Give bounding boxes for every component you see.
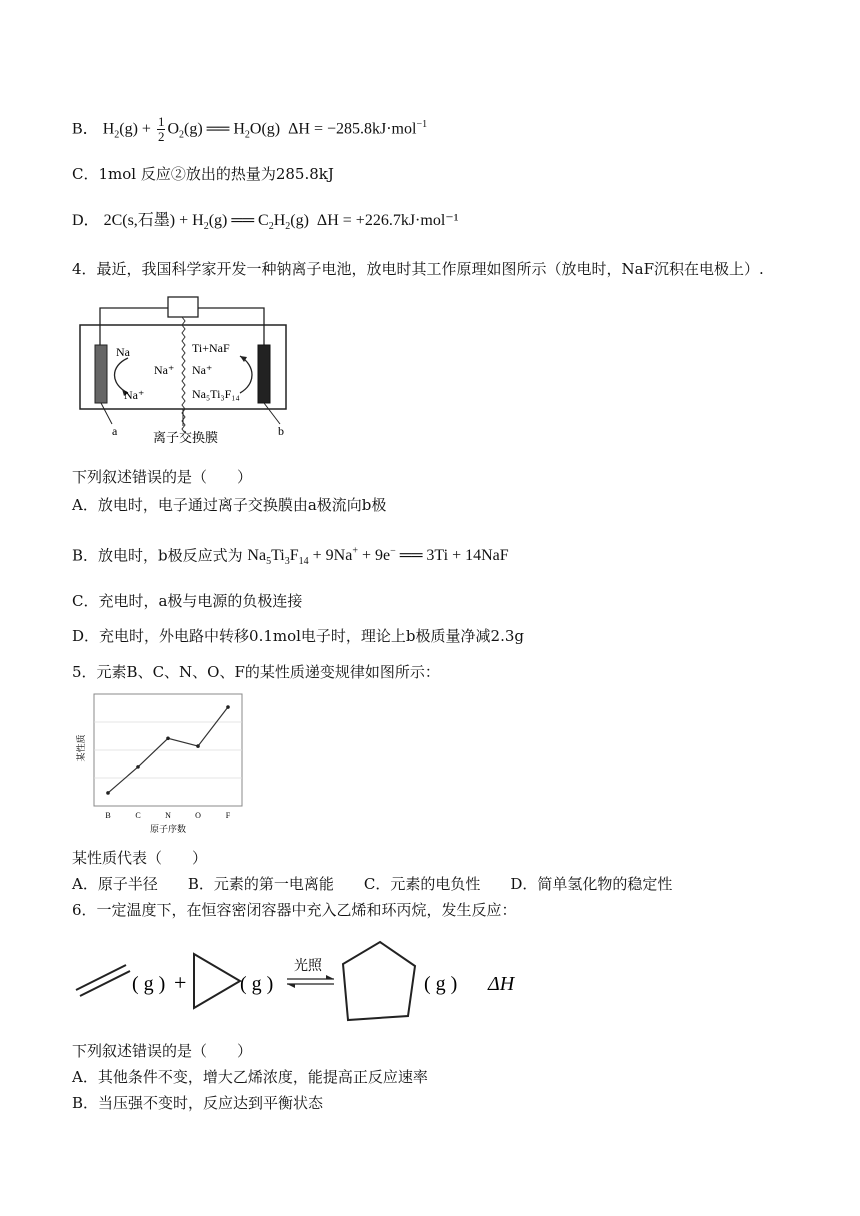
chart-grid (94, 722, 242, 778)
x-tick-F: F (225, 811, 231, 820)
reaction-equation-figure (72, 938, 542, 1028)
label-na-ion-right: Na⁺ (192, 363, 213, 377)
q4-option-a: A．放电时，电子通过离子交换膜由a极流向b极 (72, 496, 387, 514)
enthalpy-symbol: ΔH (488, 973, 515, 995)
y-axis-label: 某性质 (76, 734, 86, 762)
label-electrode-b: b (278, 424, 284, 438)
x-tick-N: N (165, 811, 171, 820)
cyclopentane-phase: ( g ) (424, 973, 458, 995)
data-point-C (136, 765, 140, 769)
data-point-B (106, 791, 110, 795)
q3-option-d-label: D． (72, 212, 100, 229)
label-ti-naf: Ti+NaF (192, 341, 230, 355)
electrode-a (95, 345, 107, 403)
q6-option-a: A．其他条件不变，增大乙烯浓度，能提高正反应速率 (72, 1068, 428, 1086)
data-point-O (196, 744, 200, 748)
q4-option-b-text: B．放电时，b极反应式为 (72, 546, 243, 565)
q6-prompt: 下列叙述错误的是（ ） (72, 1042, 253, 1060)
q3-option-b-label: B． (72, 120, 99, 138)
q4-option-b (72, 541, 509, 574)
cyclopropane-phase: ( g ) (240, 973, 274, 995)
label-na-ion-left: Na⁺ (124, 388, 145, 402)
q6-stem: 6．一定温度下，在恒容密闭容器中充入乙烯和环丙烷，发生反应： (72, 901, 517, 919)
cyclopentane-ring (343, 942, 415, 1020)
cyclopropane-ring (194, 954, 240, 1008)
wire-left (100, 308, 168, 345)
wire-right (198, 308, 264, 345)
right-curve-arrow (240, 356, 252, 393)
data-point-N (166, 736, 170, 740)
q3-option-c: C．1mol 反应②放出的热量为285.8kJ (72, 165, 334, 183)
q3-option-d-enthalpy: ΔH = +226.7kJ·mol⁻¹ (316, 212, 459, 229)
property-trend-chart (72, 688, 252, 838)
ethylene-phase: ( g ) (132, 973, 166, 995)
q4-option-b-equation: $Na_5Ti_3F_{14} + 9Na^+ + 9e^-$ ══ 3Ti + 14NaF (247, 546, 509, 568)
external-load (168, 297, 198, 317)
q4-option-c: C．充电时，a极与电源的负极连接 (72, 592, 303, 610)
q6-option-b: B．当压强不变时，反应达到平衡状态 (72, 1094, 324, 1112)
q5-prompt: 某性质代表（ ） (72, 849, 208, 867)
data-point-F (226, 705, 230, 709)
light-condition-label: 光照 (294, 959, 322, 974)
x-axis-label: 原子序数 (149, 824, 187, 834)
q4-prompt: 下列叙述错误的是（ ） (72, 468, 253, 486)
electrode-b (258, 345, 270, 403)
label-electrode-a: a (112, 424, 118, 438)
x-tick-C: C (135, 811, 141, 820)
x-tick-O: O (195, 811, 201, 820)
x-tick-B: B (105, 811, 111, 820)
q5-stem: 5．元素B、C、N、O、F的某性质递变规律如图所示： (72, 663, 440, 681)
q5-options: A．原子半径 B．元素的第一电离能 C．元素的电负性 D．简单氢化物的稳定性 (72, 875, 673, 893)
battery-diagram (72, 292, 294, 452)
q3-option-d: D． 2C(s,石墨) + $H_2(g)$ ══ $C_2H_2(g) \Delta H = +226.7kJ\cdot mol^{-1}$ (72, 212, 459, 233)
label-na: Na (116, 345, 130, 359)
label-na5ti3f14: Na₅Ti₃F₁₄ (192, 387, 240, 401)
q3-option-b: B． $H_2(g)$ + $\frac{1}{2}$ $O_2(g)$ ══ $H_2O(g) \Delta H = -285.8kJ\cdot mol^{-1}$ (72, 114, 428, 145)
plus-sign: + (174, 970, 187, 995)
q4-stem: 4．最近，我国科学家开发一种钠离子电池，放电时其工作原理如图所示（放电时，NaF沉积在电极上）. (72, 260, 764, 278)
label-membrane: 离子交换膜 (153, 430, 219, 445)
q4-option-d: D．充电时，外电路中转移0.1mol电子时，理论上b极质量净减2.3g (72, 627, 524, 645)
x-tick-labels (105, 811, 230, 820)
label-na-ion-middle: Na⁺ (154, 363, 175, 377)
